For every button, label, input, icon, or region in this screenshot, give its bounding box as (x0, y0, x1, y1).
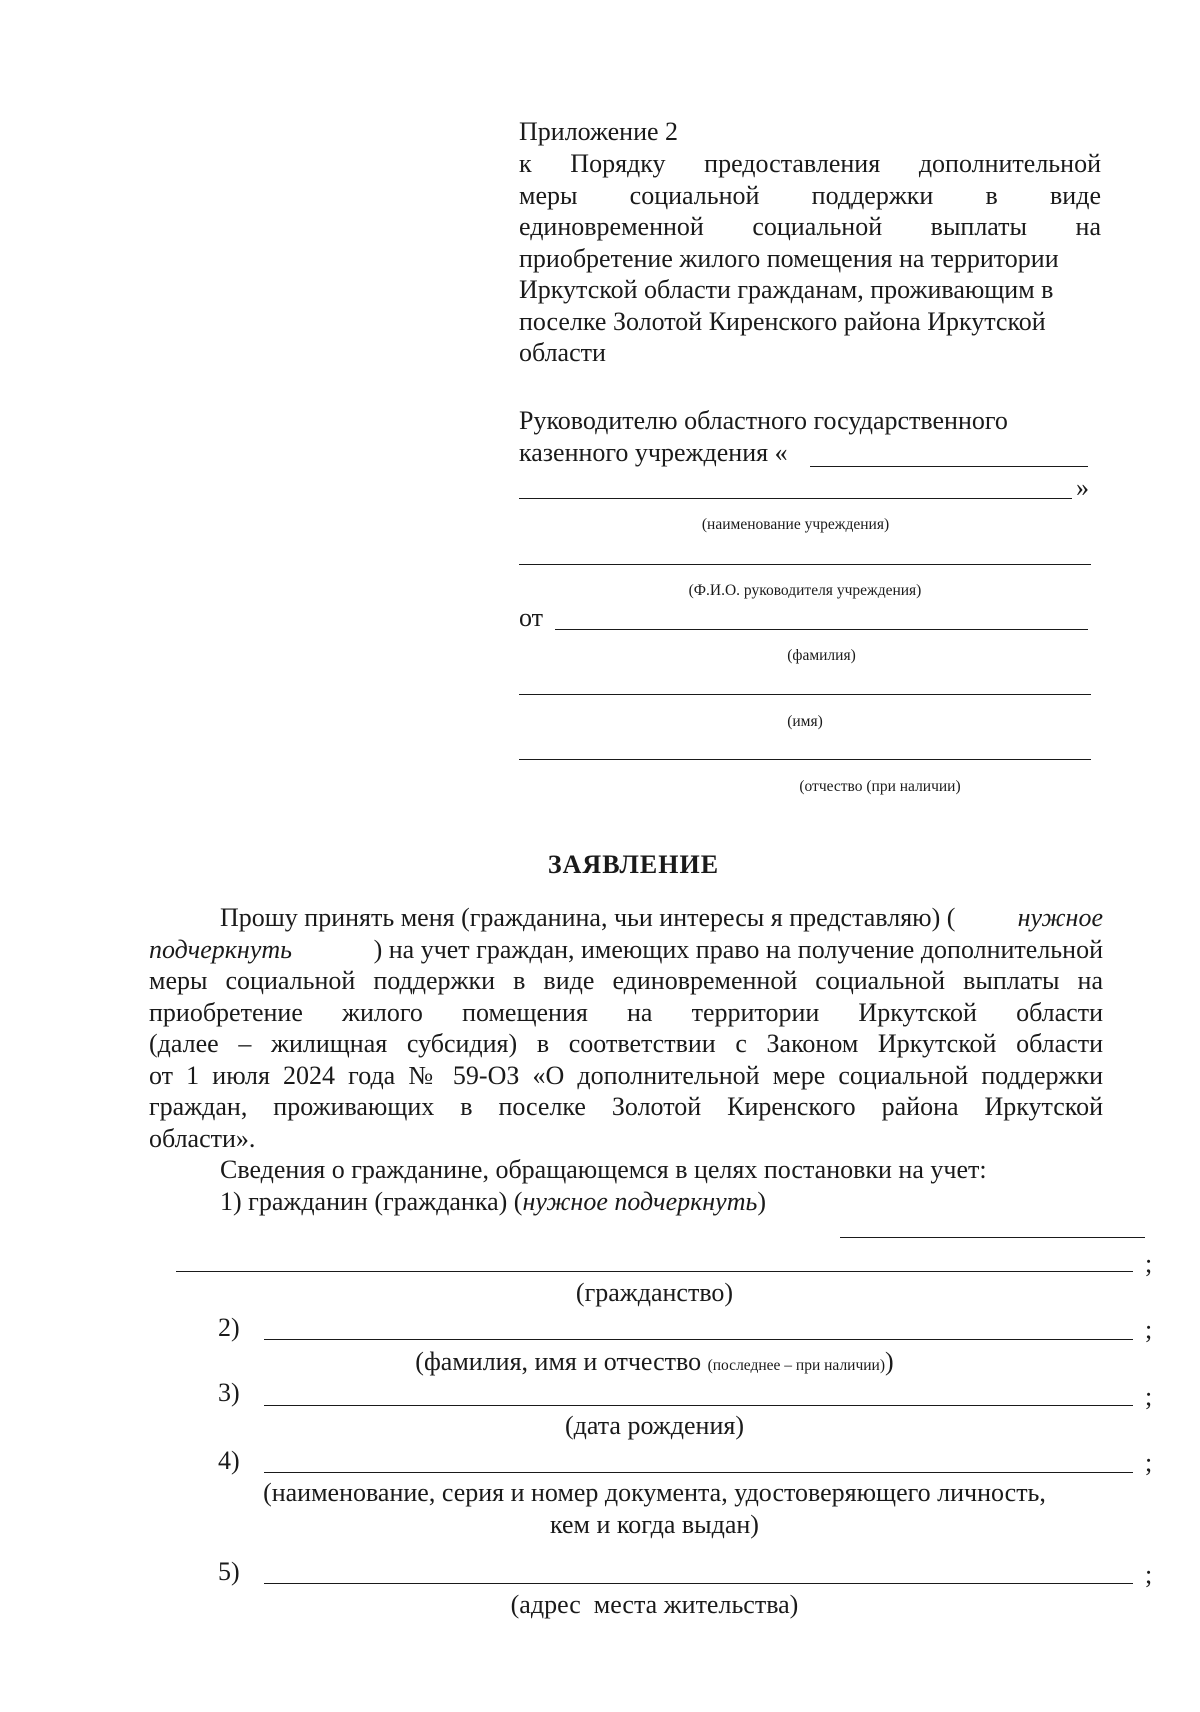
surname-field[interactable] (555, 629, 1088, 630)
birth-date-field[interactable] (264, 1405, 1133, 1406)
semicolon: ; (1145, 1448, 1153, 1477)
body-text: Прошу принять меня (гражданина, чьи интересы я представляю) ( (220, 903, 956, 932)
body-line: Сведения о гражданине, обращающемся в целях постановки на учет: (220, 1155, 987, 1184)
caption-head-fio: (Ф.И.О. руководителя учреждения) (688, 582, 922, 599)
caption-birth-date: (дата рождения) (564, 1411, 744, 1440)
semicolon: ; (1145, 1560, 1153, 1589)
caption-address: (адрес места жительства) (510, 1590, 799, 1619)
citizenship-field[interactable] (176, 1271, 1133, 1272)
annex-line: к Порядку предоставления дополнительной (519, 149, 1101, 178)
body-line: от 1 июля 2024 года № 59-ОЗ «О дополнительной мере социальной поддержки (149, 1060, 1103, 1090)
semicolon: ; (1145, 1382, 1153, 1411)
body-line: приобретение жилого помещения на территории Иркутской области (149, 997, 1103, 1027)
semicolon: ; (1145, 1315, 1153, 1344)
institution-field-line-1[interactable] (810, 466, 1088, 467)
annex-title: Приложение 2 (519, 117, 679, 146)
item-1-italic: нужное подчеркнуть (522, 1186, 758, 1216)
name-field[interactable] (519, 694, 1091, 695)
caption-document-line-2: кем и когда выдан) (550, 1510, 759, 1539)
patronymic-field[interactable] (519, 759, 1091, 760)
citizenship-field-short[interactable] (840, 1237, 1145, 1238)
body-line: области». (149, 1123, 256, 1153)
body-line: меры социальной поддержки в виде единовременной социальной выплаты на (149, 966, 1103, 995)
caption-document-line-1: (наименование, серия и номер документа, удостоверяющего личность, (263, 1478, 1046, 1507)
body-italic: нужное (1017, 903, 1103, 932)
body-line (149, 902, 1103, 934)
item-3-number: 3) (218, 1378, 240, 1407)
caption-institution: (наименование учреждения) (701, 516, 890, 533)
caption-patronymic: (отчество (при наличии) (799, 778, 961, 795)
caption-surname: (фамилия) (787, 647, 856, 664)
annex-line: поселке Золотой Киренского района Иркутской (519, 306, 1046, 336)
annex-line: меры социальной поддержки в виде (519, 180, 1101, 210)
item-4-number: 4) (218, 1446, 240, 1475)
item-1-line (149, 1186, 1103, 1218)
body-italic: подчеркнуть (149, 934, 292, 964)
close-quote: » (1076, 473, 1089, 502)
caption-fio-note: (последнее – при наличии) (707, 1357, 886, 1374)
addressee-line-1: Руководителю областного государственного (519, 406, 1008, 435)
caption-name: (имя) (787, 713, 823, 730)
item-5-number: 5) (218, 1557, 240, 1586)
annex-line: единовременной социальной выплаты на (519, 212, 1101, 241)
body-text: ) на учет граждан, имеющих право на получение дополнительной (373, 934, 1103, 964)
from-label: от (519, 603, 544, 632)
body-line (149, 934, 1103, 966)
caption-citizenship: (гражданство) (575, 1278, 734, 1307)
annex-line: области (519, 338, 606, 367)
semicolon: ; (1145, 1249, 1153, 1278)
caption-fio-main: (фамилия, имя и отчество (415, 1347, 708, 1376)
annex-line: Иркутской области гражданам, проживающим в (519, 275, 1054, 304)
caption-fio-close: ) (885, 1347, 894, 1376)
identity-document-field[interactable] (264, 1472, 1133, 1473)
application-body (149, 902, 1103, 1217)
caption-fio (176, 1346, 1133, 1382)
body-line: граждан, проживающих в поселке Золотой Киренского района Иркутской (149, 1092, 1103, 1121)
head-fio-field[interactable] (519, 564, 1091, 565)
address-field[interactable] (264, 1583, 1133, 1584)
document-title: ЗАЯВЛЕНИЕ (547, 850, 720, 879)
fio-field[interactable] (264, 1339, 1133, 1340)
annex-order-text (519, 148, 1101, 369)
institution-field-line-2[interactable] (519, 498, 1072, 499)
annex-line: приобретение жилого помещения на территории (519, 243, 1059, 273)
body-line: (далее – жилищная субсидия) в соответствии с Законом Иркутской области (149, 1029, 1103, 1058)
item-1-text: 1) гражданин (гражданка) ( (220, 1186, 523, 1216)
addressee-line-2: казенного учреждения « (519, 438, 788, 467)
item-1-close: ) (757, 1186, 767, 1216)
item-2-number: 2) (218, 1313, 240, 1342)
